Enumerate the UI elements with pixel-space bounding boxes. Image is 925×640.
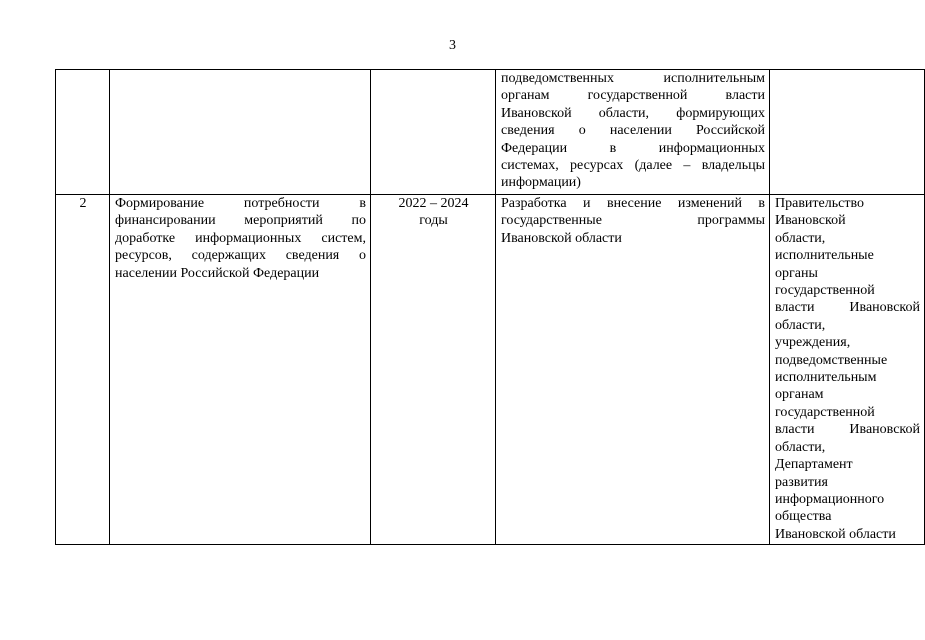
result-cell bbox=[496, 195, 770, 545]
text-line: развития bbox=[775, 474, 828, 490]
term-cell bbox=[371, 195, 496, 545]
text-line: сведения о населении Российской bbox=[501, 123, 765, 139]
text-line: государственные программы bbox=[501, 213, 765, 229]
text-line: системах, ресурсах (далее – владельцы bbox=[501, 158, 765, 174]
text-line: государственной bbox=[775, 283, 875, 299]
term-unit: годы bbox=[419, 213, 448, 229]
text-line: государственной bbox=[775, 404, 875, 420]
text-line: информационного bbox=[775, 491, 885, 507]
term-years: 2022 – 2024 bbox=[398, 196, 469, 211]
text-line: исполнительные bbox=[775, 248, 874, 264]
text-line: Формирование потребности в bbox=[115, 196, 366, 211]
text-line: органам государственной власти bbox=[501, 88, 765, 104]
text-line: Правительство bbox=[775, 196, 864, 211]
text-line: Ивановской bbox=[775, 213, 846, 229]
text-line: власти Ивановской bbox=[775, 300, 920, 316]
text-line: информации) bbox=[501, 175, 581, 191]
text-line: Департамент bbox=[775, 457, 853, 473]
text-line: подведомственные bbox=[775, 352, 888, 368]
row-number-cell: 2 bbox=[56, 195, 110, 545]
page-number: 3 bbox=[449, 38, 456, 53]
text-line: общества bbox=[775, 509, 832, 525]
text-line: доработке информационных систем, bbox=[115, 230, 366, 246]
text-line: исполнительным bbox=[775, 370, 877, 386]
text-line: ресурсов, содержащих сведения о bbox=[115, 248, 366, 264]
term-cell bbox=[371, 70, 496, 195]
text-line: области, bbox=[775, 439, 826, 455]
table-row bbox=[56, 70, 925, 195]
measures-table bbox=[55, 69, 925, 545]
text-line: Ивановской области, формирующих bbox=[501, 105, 765, 121]
executors-cell bbox=[770, 70, 925, 195]
text-line: власти Ивановской bbox=[775, 422, 920, 438]
measure-name-cell bbox=[110, 195, 371, 545]
text-line: финансировании мероприятий по bbox=[115, 213, 366, 229]
text-line: учреждения, bbox=[775, 335, 851, 351]
measure-name-cell bbox=[110, 70, 371, 195]
text-line: Ивановской области bbox=[501, 230, 622, 246]
text-line: Разработка и внесение изменений в bbox=[501, 196, 765, 211]
text-line: Ивановской области bbox=[775, 526, 896, 542]
text-line: органы bbox=[775, 265, 818, 281]
executors-cell bbox=[770, 195, 925, 545]
text-line: области, bbox=[775, 230, 826, 246]
table-row bbox=[56, 195, 925, 545]
text-line: области, bbox=[775, 317, 826, 333]
text-line: подведомственных исполнительным bbox=[501, 71, 765, 86]
text-line: органам bbox=[775, 387, 824, 403]
text-line: Федерации в информационных bbox=[501, 140, 765, 156]
result-cell bbox=[496, 70, 770, 195]
row-number-cell bbox=[56, 70, 110, 195]
text-line: населении Российской Федерации bbox=[115, 265, 320, 281]
